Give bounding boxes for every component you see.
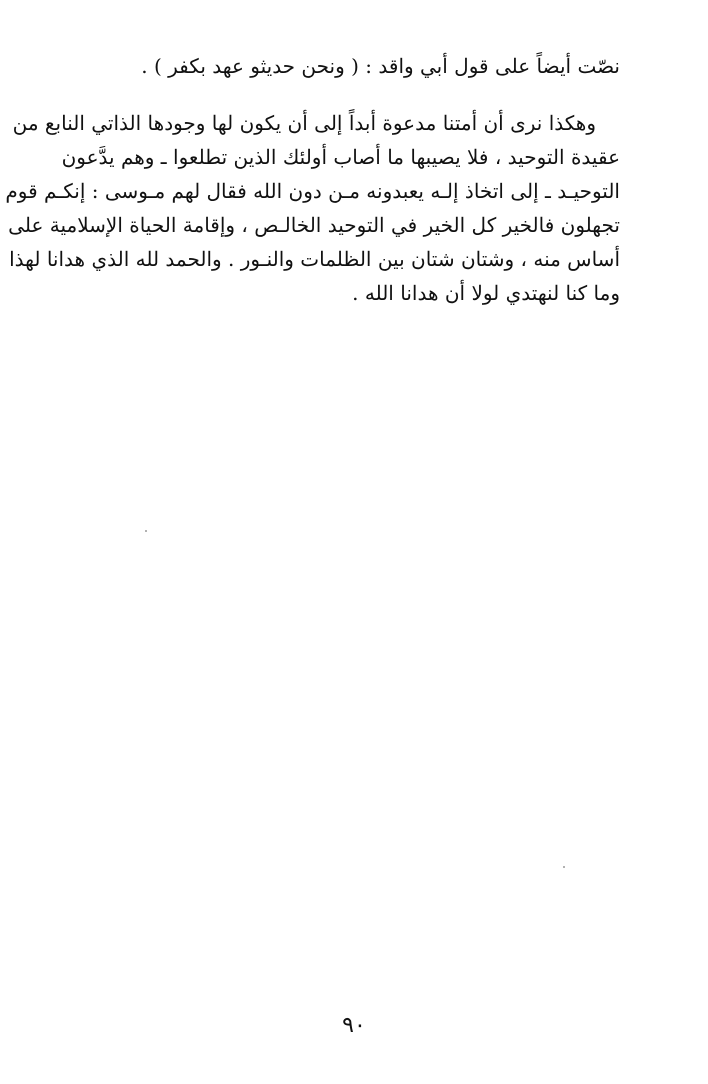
- text-line: وهكذا نرى أن أمتنا مدعوة أبداً إلى أن يكون لها وجودها الذاتي النابع من: [12, 111, 596, 135]
- text-line: وما كنا لنهتدي لولا أن هدانا الله .: [352, 281, 620, 305]
- text-line: أساس منه ، وشتان شتان بين الظلمات والنـور . والحمد لله الذي هدانا لهذا: [9, 247, 620, 271]
- scan-speck: [145, 530, 147, 532]
- scan-speck: [563, 866, 565, 868]
- text-line: نصّت أيضاً على قول أبي واقد : ( ونحن حديثو عهد بكفر ) .: [141, 54, 620, 78]
- text-line: تجهلون فالخير كل الخير في التوحيد الخالـص ، وإقامة الحياة الإسلامية على: [8, 213, 620, 237]
- text-line: التوحيـد ـ إلى اتخاذ إلـه يعبدونه مـن دون الله فقال لهم مـوسى : إنكـم قوم: [5, 179, 620, 203]
- page-number: ٩٠: [342, 1013, 366, 1038]
- text-line: عقيدة التوحيد ، فلا يصيبها ما أصاب أولئك الذين تطلعوا ـ وهم يدَّعون: [61, 145, 620, 169]
- body-text: [5, 49, 620, 310]
